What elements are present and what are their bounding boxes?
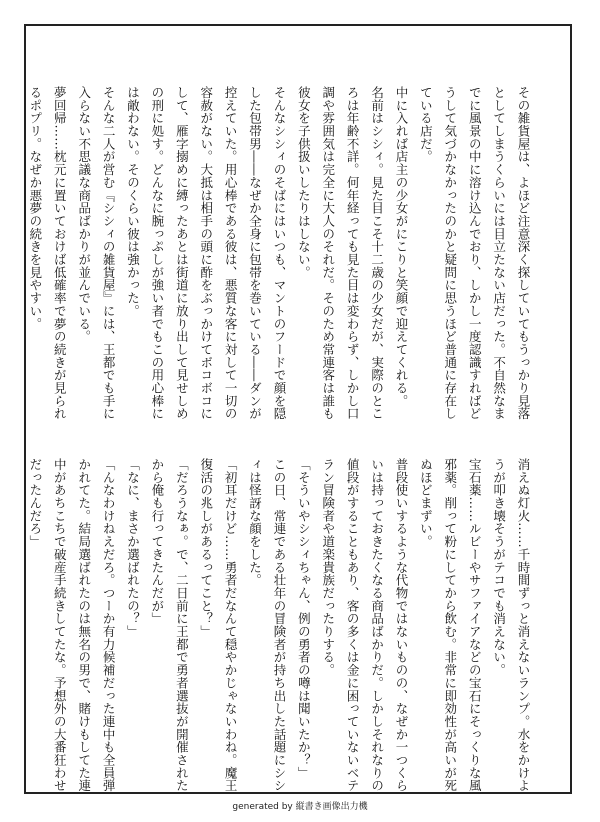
paragraph: 宝石薬……ルビーやサファイアなどの宝石にそっくりな風邪薬。削って粉にしてから飲む。非常に即効性が高いが死ぬほどまずい。	[418, 458, 483, 793]
paragraph: 「なに、まさか選ばれたの？」	[125, 458, 141, 638]
page-frame	[24, 24, 572, 794]
paragraph: 「だろうなぁ。で、二日前に王都で勇者選抜が開催されたから俺も行ってきたんだが」	[149, 458, 190, 793]
paragraph: 消えぬ灯火……千時間ずっと消えないランプ。水をかけようが叩き壊そうがテコでも消えない。	[491, 458, 531, 793]
paragraph: そんな二人が営む『シシィの雑貨屋』には、王都でも手に入らない不思議な商品ばかりが並んでいる。	[76, 86, 117, 421]
lower-text-block	[5, 458, 535, 798]
paragraph: 普段使いするような代物ではないものの、なぜか一つくらいは持っておきたくなる商品ばかりだ。しかしそれなりの値段がすることもあり、客の多くは金に困っていないベテラン冒険者や道楽貴族だったりする。	[320, 458, 409, 793]
paragraph: その雑貨屋は、よほど注意深く探していてもうっかり見落としてしまうくらいには目立たない店だった。不自然なまでに風景の中に溶け込んでおり、しかし一度認識すればどうして気づかなかったのかと疑問に思うほど普通に存在している店だ。	[418, 86, 531, 421]
paragraph: 名前はシシィ。見た目こそ十二歳の少女だが、実際のところは年齢不詳。何年経っても見た目は変わらず、しかし口調や雰囲気は完全に大人のそれだ。そのため常連客は誰も彼女を子供扱いしたりはしない。	[296, 86, 385, 421]
paragraph: 「んなわけねえだろ。つーか有力候補だった連中も全員弾かれてた。結局選ばれたのは無名の男で、賭けもしてた連中があちこちで破産手続きしてたな。予想外の大番狂わせだったんだろ」	[27, 458, 117, 793]
paragraph: この日、常連である壮年の冒険者が持ち出した話題にシシィは怪訝な顔をした。	[247, 458, 287, 793]
paragraph: 夢回帰……枕元に置いておけば低確率で夢の続きが見られるポプリ。なぜか悪夢の続きを見やすい。	[27, 86, 68, 421]
paragraph: 「初耳だけど……勇者だなんて穏やかじゃないわね。魔王復活の兆しがあるってこと？」	[198, 458, 239, 793]
paragraph: 「そういやシシィちゃん、例の勇者の噂は聞いたか？」	[296, 458, 312, 780]
generator-credit: generated by 縦書き画像出力機	[232, 802, 368, 812]
paragraph: そんなシシィのそばにはいつも、マントのフードで顔を隠した包帯男――なぜか全身に包帯を巻いている――ダンが控えていた。用心棒である彼は、悪質な客に対して一切の容赦がない。大抵は相手の頭に酢をぶっかけてボコボコにして、雁字搦めに縛ったあとは街道に放り出して見せしめの刑に処す。どんなに腕っぷしが強い者でもこの用心棒には敵わない。そのくらい彼は強かった。	[125, 86, 287, 421]
paragraph: 中に入れば店主の少女がにこりと笑顔で迎えてくれる。	[393, 86, 409, 408]
upper-text-block	[5, 86, 535, 426]
